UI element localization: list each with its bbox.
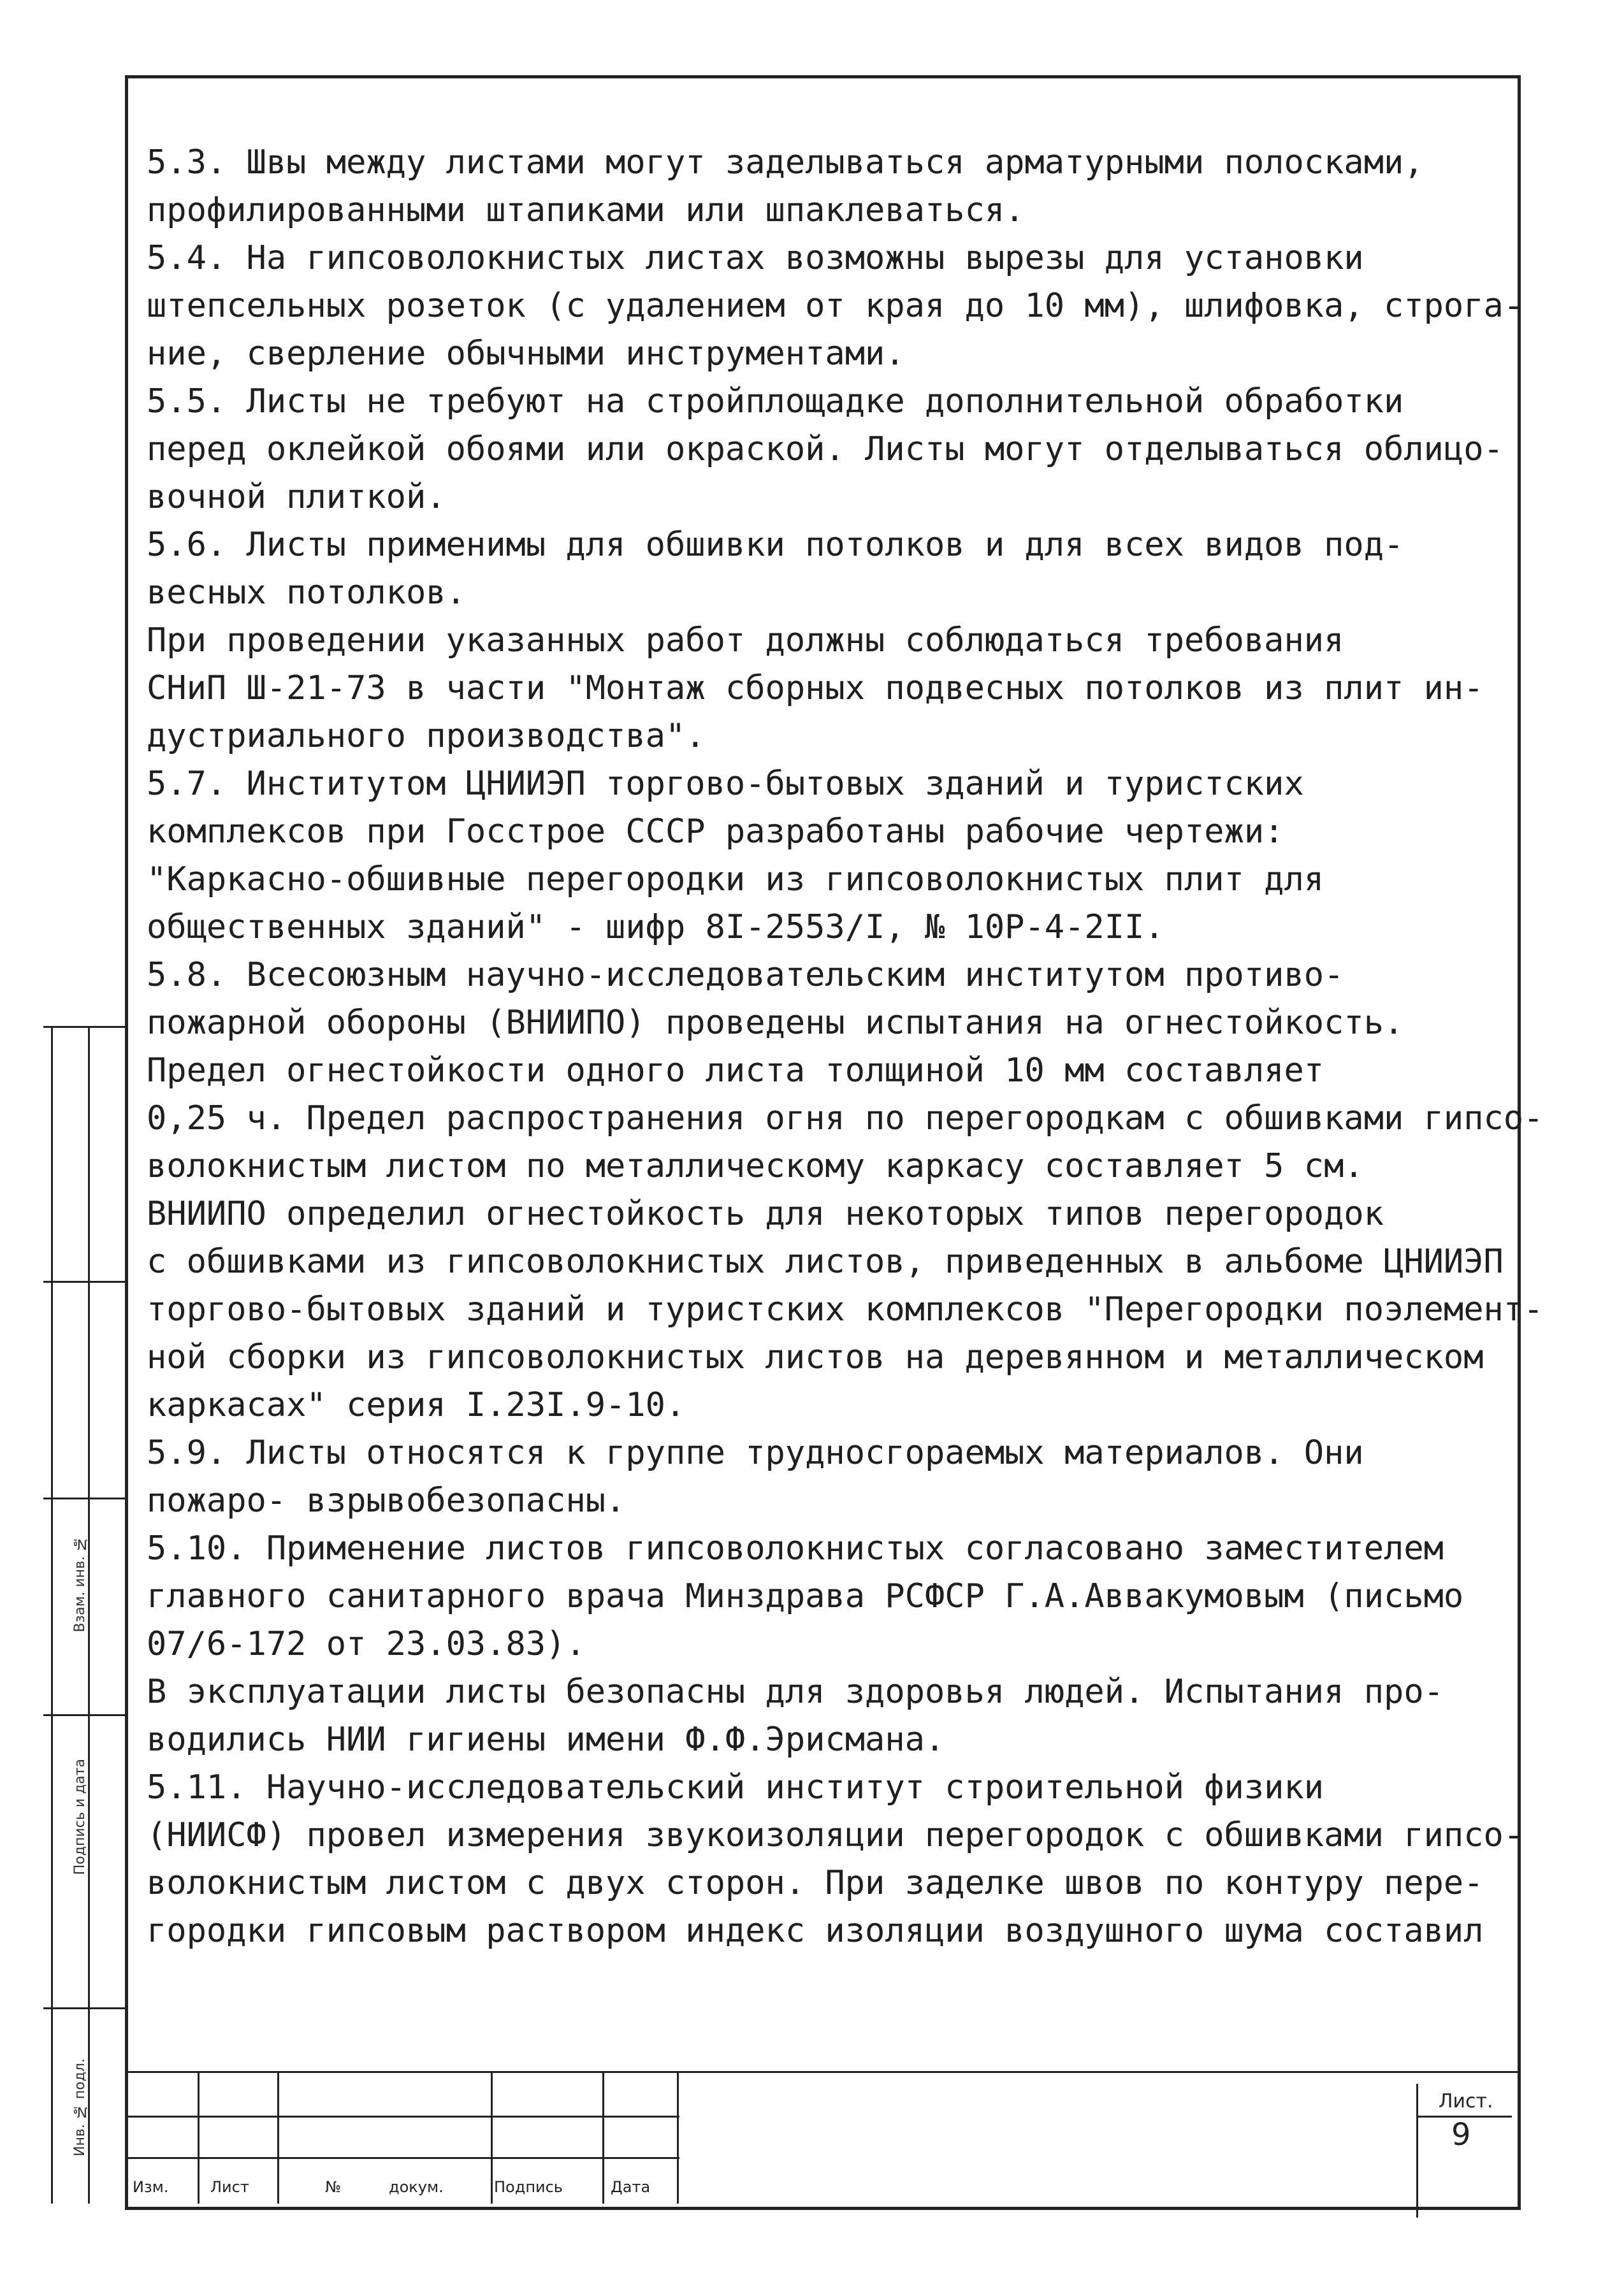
text-line: ной сборки из гипсоволокнистых листов на деревянном и металлическом (147, 1338, 1484, 1376)
text-line: с обшивками из гипсоволокнистых листов, приведенных в альбоме ЦНИИЭП (147, 1243, 1504, 1281)
text-line: 5.7. Институтом ЦНИИЭП торгово-бытовых зданий и туристских (147, 765, 1304, 803)
stamp-col-izm: Изм. (133, 2178, 169, 2196)
text-line: ВНИИПО определил огнестойкость для некоторых типов перегородок (147, 1195, 1384, 1233)
stamp-col-date: Дата (611, 2178, 651, 2196)
text-line: волокнистым листом по металлическому каркасу составляет 5 см. (147, 1147, 1364, 1185)
text-line: ние, сверление обычными инструментами. (147, 335, 905, 373)
text-line: главного санитарного врача Минздрава РСФСР Г.А.Аввакумовым (письмо (147, 1577, 1464, 1615)
text-line: профилированными штапиками или шпаклеваться. (147, 191, 1025, 229)
text-line: 5.10. Применение листов гипсоволокнистых согласовано заместителем (147, 1529, 1444, 1568)
side-label-replace: Взам. инв. № (72, 1536, 88, 1633)
stamp-col-list: Лист (210, 2178, 249, 2196)
text-line: перед оклейкой обоями или окраской. Листы могут отделываться облицо- (147, 430, 1504, 468)
text-line: городки гипсовым раствором индекс изоляции воздушного шума составил (147, 1912, 1484, 1950)
text-line: общественных зданий" - шифр 8I-2553/I, № 10Р-4-2II. (147, 908, 1164, 946)
text-line: 5.6. Листы применимы для обшивки потолков и для всех видов под- (147, 526, 1404, 564)
text-line: 5.8. Всесоюзным научно-исследовательским институтом противо- (147, 956, 1344, 994)
text-line: (НИИСФ) провел измерения звукоизоляции перегородок с обшивками гипсо- (147, 1816, 1524, 1854)
sheet-label: Лист. (1439, 2090, 1493, 2112)
text-line: 5.9. Листы относятся к группе трудносгораемых материалов. Они (147, 1434, 1364, 1472)
sheet-number: 9 (1451, 2117, 1471, 2153)
text-line: пожаро- взрывобезопасны. (147, 1482, 626, 1520)
stamp-col-doc: докум. (389, 2178, 444, 2196)
text-line: вочной плиткой. (147, 478, 446, 516)
text-line: торгово-бытовых зданий и туристских комплексов "Перегородки поэлемент- (147, 1290, 1544, 1329)
text-line: 5.3. Швы между листами могут заделываться арматурными полосками, (147, 143, 1424, 182)
text-line: 0,25 ч. Предел распространения огня по перегородкам с обшивками гипсо- (147, 1099, 1544, 1137)
text-line: При проведении указанных работ должны соблюдаться требования (147, 621, 1344, 660)
side-strip (43, 1026, 125, 2204)
text-line: каркасах" серия I.23I.9-10. (147, 1386, 686, 1424)
text-line: водились НИИ гигиены имени Ф.Ф.Эрисмана. (147, 1721, 945, 1759)
text-line: волокнистым листом с двух сторон. При заделке швов по контуру пере- (147, 1864, 1484, 1902)
text-line: 5.11. Научно-исследовательский институт строительной физики (147, 1768, 1324, 1807)
sheet-number-box (1416, 2084, 1512, 2154)
stamp-col-sign: Подпись (494, 2178, 563, 2196)
text-line: 07/6-172 от 23.03.83). (147, 1625, 586, 1663)
text-line: пожарной обороны (ВНИИПО) проведены испытания на огнестойкость. (147, 1004, 1404, 1042)
side-label-inventory: Инв. № подл. (72, 2058, 88, 2156)
text-line: весных потолков. (147, 574, 466, 612)
text-line: дустриального производства". (147, 717, 706, 755)
stamp-col-no: № (325, 2178, 341, 2196)
text-line: СНиП Ш-21-73 в части "Монтаж сборных подвесных потолков из плит ин- (147, 669, 1484, 707)
text-line: 5.4. На гипсоволокнистых листах возможны вырезы для установки (147, 239, 1364, 277)
text-line: комплексов при Госстрое СССР разработаны рабочие чертежи: (147, 812, 1284, 851)
side-label-signature: Подпись и дата (72, 1759, 88, 1875)
text-line: 5.5. Листы не требуют на стройплощадке дополнительной обработки (147, 382, 1404, 421)
text-line: "Каркасно-обшивные перегородки из гипсоволокнистых плит для (147, 860, 1324, 899)
text-line: штепсельных розеток (с удалением от края до 10 мм), шлифовка, строга- (147, 287, 1524, 325)
text-line: Предел огнестойкости одного листа толщиной 10 мм составляет (147, 1051, 1324, 1090)
text-line: В эксплуатации листы безопасны для здоровья людей. Испытания про- (147, 1673, 1444, 1711)
